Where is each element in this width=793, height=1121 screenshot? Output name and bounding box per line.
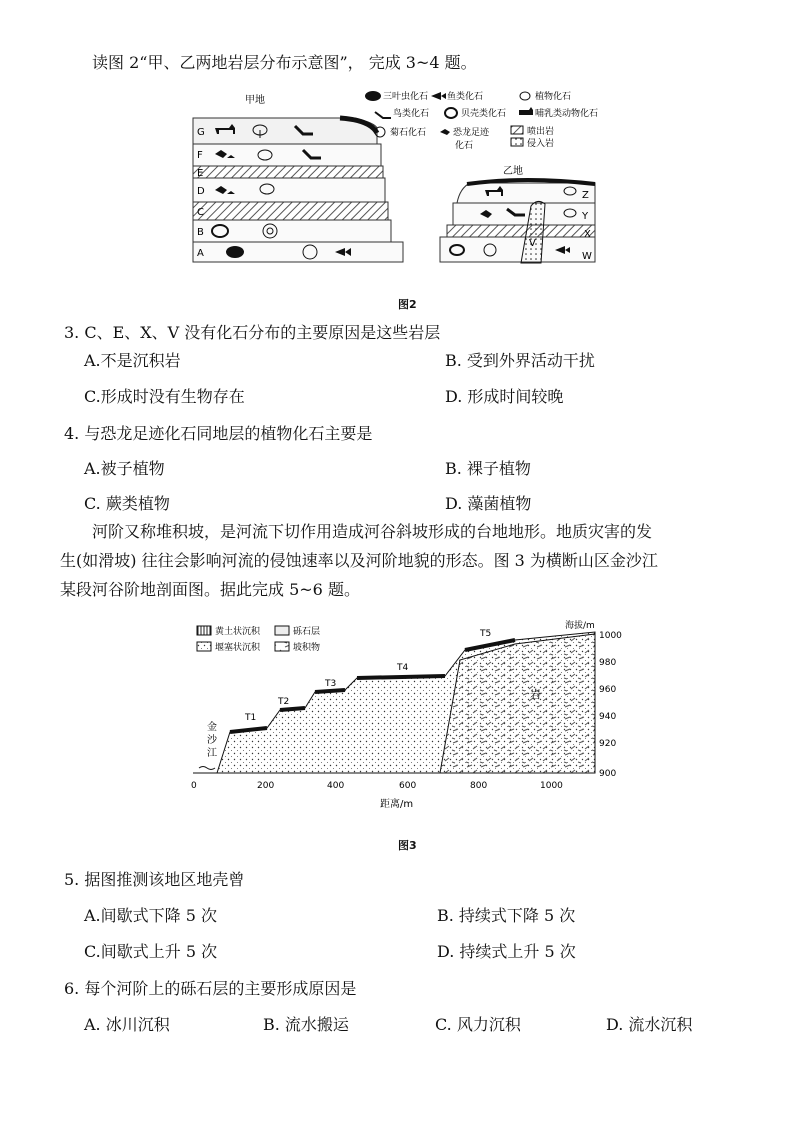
q4-option-a[interactable]: A.被子植物 <box>84 459 165 478</box>
figure-2-legend <box>365 90 598 151</box>
terrace-T3: T3 <box>325 679 337 689</box>
svg-text:1000: 1000 <box>599 631 622 641</box>
svg-text:哺乳类动物化石: 哺乳类动物化石 <box>535 109 599 119</box>
figure-3-caption: 图3 <box>398 839 417 852</box>
river-label-3: 江 <box>207 748 217 759</box>
q3-option-d[interactable]: D. 形成时间较晚 <box>445 387 564 406</box>
site-a-label: 甲地 <box>245 95 265 106</box>
svg-text:鸟类化石: 鸟类化石 <box>393 109 430 119</box>
intro-q5-6-line3: 某段河谷阶地剖面图。据此完成 5~6 题。 <box>60 580 360 599</box>
layer-Y: Y <box>582 211 589 222</box>
q5-option-c[interactable]: C.间歇式上升 5 次 <box>84 942 218 961</box>
q5-option-a[interactable]: A.间歇式下降 5 次 <box>84 906 217 925</box>
svg-text:980: 980 <box>599 658 617 668</box>
river-label-2: 沙 <box>207 735 217 746</box>
x-axis-title: 距离/m <box>380 799 414 810</box>
layer-Z: Z <box>582 190 589 201</box>
svg-text:恐龙足迹: 恐龙足迹 <box>453 128 490 138</box>
y-axis-ticks <box>599 631 622 779</box>
figure-3-terrace-profile <box>185 620 635 820</box>
x-axis-ticks <box>191 781 563 791</box>
layer-F: F <box>197 150 203 161</box>
svg-text:黄土状沉积: 黄土状沉积 <box>215 627 261 637</box>
q4-option-c[interactable]: C. 蕨类植物 <box>84 494 170 513</box>
q3-stem: 3. C、E、X、V 没有化石分布的主要原因是这些岩层 <box>64 323 441 342</box>
q3-option-c[interactable]: C.形成时没有生物存在 <box>84 387 245 406</box>
svg-text:侵入岩: 侵入岩 <box>527 139 555 149</box>
layer-B: B <box>197 227 204 238</box>
trilobite-icon <box>226 246 244 258</box>
layer-A: A <box>197 248 204 259</box>
svg-text:200: 200 <box>257 781 275 791</box>
svg-text:960: 960 <box>599 685 617 695</box>
layer-D: D <box>197 186 205 197</box>
terrace-T4: T4 <box>397 663 409 673</box>
river-wave-icon <box>199 767 215 770</box>
q6-stem: 6. 每个河阶上的砾石层的主要形成原因是 <box>64 979 357 998</box>
svg-text:600: 600 <box>399 781 417 791</box>
intro-q5-6-line2: 生(如滑坡) 往往会影响河流的侵蚀速率以及河阶地貌的形态。图 3 为横断山区金沙江 <box>60 551 658 570</box>
terrace-T2: T2 <box>278 697 290 707</box>
svg-text:1000: 1000 <box>540 781 563 791</box>
svg-text:920: 920 <box>599 739 617 749</box>
figure-2-caption: 图2 <box>398 298 417 311</box>
layer-C: C <box>197 207 204 218</box>
y-axis-title: 海拔/m <box>565 621 595 631</box>
q5-stem: 5. 据图推测该地区地壳曾 <box>64 870 245 889</box>
figure-3-legend <box>197 625 320 653</box>
svg-text:940: 940 <box>599 712 617 722</box>
terrace-T1: T1 <box>245 713 257 723</box>
svg-text:800: 800 <box>470 781 488 791</box>
svg-text:贝壳类化石: 贝壳类化石 <box>461 109 507 119</box>
q3-option-b[interactable]: B. 受到外界活动干扰 <box>445 351 595 370</box>
svg-text:400: 400 <box>327 781 345 791</box>
site-b-label: 乙地 <box>503 166 523 177</box>
svg-text:化石: 化石 <box>455 141 474 151</box>
svg-text:植物化石: 植物化石 <box>535 92 572 102</box>
layer-G: G <box>197 127 205 138</box>
layer-X: X <box>584 229 591 240</box>
svg-text:堰塞状沉积: 堰塞状沉积 <box>215 643 261 653</box>
q6-option-a[interactable]: A. 冰川沉积 <box>84 1015 170 1034</box>
q5-option-d[interactable]: D. 持续式上升 5 次 <box>437 942 576 961</box>
q5-option-b[interactable]: B. 持续式下降 5 次 <box>437 906 576 925</box>
q6-option-b[interactable]: B. 流水搬运 <box>263 1015 349 1034</box>
q6-option-d[interactable]: D. 流水沉积 <box>606 1015 693 1034</box>
figure-2-rock-strata <box>185 88 630 268</box>
q3-option-a[interactable]: A.不是沉积岩 <box>84 351 181 370</box>
intro-q5-6-line1: 河阶又称堆积坡，是河流下切作用造成河谷斜坡形成的台地地形。地质灾害的发 <box>92 522 653 541</box>
svg-text:菊石化石: 菊石化石 <box>390 128 427 138</box>
svg-text:900: 900 <box>599 769 617 779</box>
layer-W: W <box>582 251 592 262</box>
q4-stem: 4. 与恐龙足迹化石同地层的植物化石主要是 <box>64 424 373 443</box>
q6-option-c[interactable]: C. 风力沉积 <box>435 1015 521 1034</box>
svg-text:鱼类化石: 鱼类化石 <box>447 92 484 102</box>
svg-text:喷出岩: 喷出岩 <box>527 127 555 137</box>
intro-q3-4: 读图 2“甲、乙两地岩层分布示意图”， 完成 3~4 题。 <box>92 53 477 72</box>
terrace-T5: T5 <box>480 629 492 639</box>
svg-text:砾石层: 砾石层 <box>293 627 321 637</box>
layer-V: V <box>529 238 536 249</box>
q4-option-b[interactable]: B. 裸子植物 <box>445 459 531 478</box>
svg-text:坡积物: 坡积物 <box>293 643 321 653</box>
svg-text:三叶虫化石: 三叶虫化石 <box>383 92 429 102</box>
layer-E: E <box>197 168 204 179</box>
svg-text:0: 0 <box>191 781 197 791</box>
q4-option-d[interactable]: D. 藻菌植物 <box>445 494 532 513</box>
rock-label: 岩 <box>530 688 541 701</box>
river-label-1: 金 <box>207 722 217 733</box>
